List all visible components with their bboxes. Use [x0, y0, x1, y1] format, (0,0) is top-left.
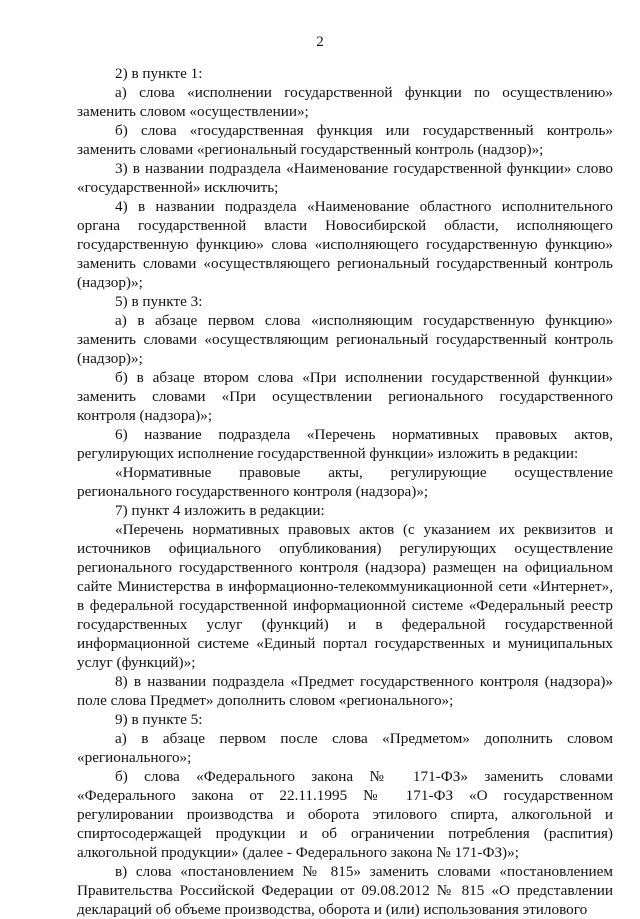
page-number: 2	[316, 34, 324, 50]
paragraph: «Перечень нормативных правовых актов (с указанием их реквизитов и источников официального опубликования) регулирующих осуществление регионального государственного контроля (надзора) размещен на официальном сайте Министерства в информационно-телекоммуникационной сети «Интернет», в федеральной государственной информационной системе «Федеральный реестр государственных услуг (функций) и в федеральной государственной информационной системе «Единый портал государственных и муниципальных услуг (функций)»;	[77, 521, 613, 671]
paragraph: б) в абзаце втором слова «При исполнении государственной функции» заменить словами «При осуществлении регионального государственного контроля (надзора)»;	[77, 369, 613, 424]
paragraph: 9) в пункте 5:	[115, 711, 203, 728]
paragraph: 4) в названии подраздела «Наименование областного исполнительного органа государственной власти Новосибирской области, исполняющего государственную функцию» слова «исполняющего государственную функцию» заменить словами «осуществляющего региональный государственный контроль (надзор)»;	[77, 198, 613, 291]
paragraph: б) слова «государственная функция или государственный контроль» заменить словами «региональный государственный контроль (надзор)»;	[77, 122, 613, 158]
paragraph: 5) в пункте 3:	[115, 293, 203, 310]
paragraph: 3) в названии подраздела «Наименование государственной функции» слово «государственной» исключить;	[77, 160, 613, 196]
paragraph: 2) в пункте 1:	[115, 65, 203, 82]
paragraph: 8) в названии подраздела «Предмет государственного контроля (надзора)» поле слова Предмет» дополнить словом «регионального»;	[77, 673, 613, 709]
paragraph: б) слова «Федерального закона № 171-ФЗ» заменить словами «Федерального закона от 22.11.1995 № 171-ФЗ «О государственном регулировании производства и оборота этилового спирта, алкогольной и спиртосодержащей продукции и об ограничении потребления (распития) алкогольной продукции» (далее - Федерального закона № 171-ФЗ)»;	[77, 768, 613, 861]
paragraph: в) слова «постановлением № 815» заменить словами «постановлением Правительства Российской Федерации от 09.08.2012 № 815 «О представлении деклараций об объеме производства, оборота и (или) использования этилового	[77, 863, 613, 918]
paragraph: а) в абзаце первом слова «исполняющим государственную функцию» заменить словами «осуществляющим региональный государственный контроль (надзор)»;	[77, 312, 613, 367]
paragraph: а) слова «исполнении государственной функции по осуществлению» заменить словом «осуществлении»;	[77, 84, 613, 120]
paragraph: а) в абзаце первом после слова «Предметом» дополнить словом «регионального»;	[77, 730, 613, 766]
paragraph: «Нормативные правовые акты, регулирующие осуществление регионального государственного контроля (надзора)»;	[77, 464, 613, 500]
paragraph: 7) пункт 4 изложить в редакции:	[115, 502, 325, 519]
document-body	[77, 64, 613, 919]
paragraph: 6) название подраздела «Перечень нормативных правовых актов, регулирующих исполнение государственной функции» изложить в редакции:	[77, 426, 613, 462]
